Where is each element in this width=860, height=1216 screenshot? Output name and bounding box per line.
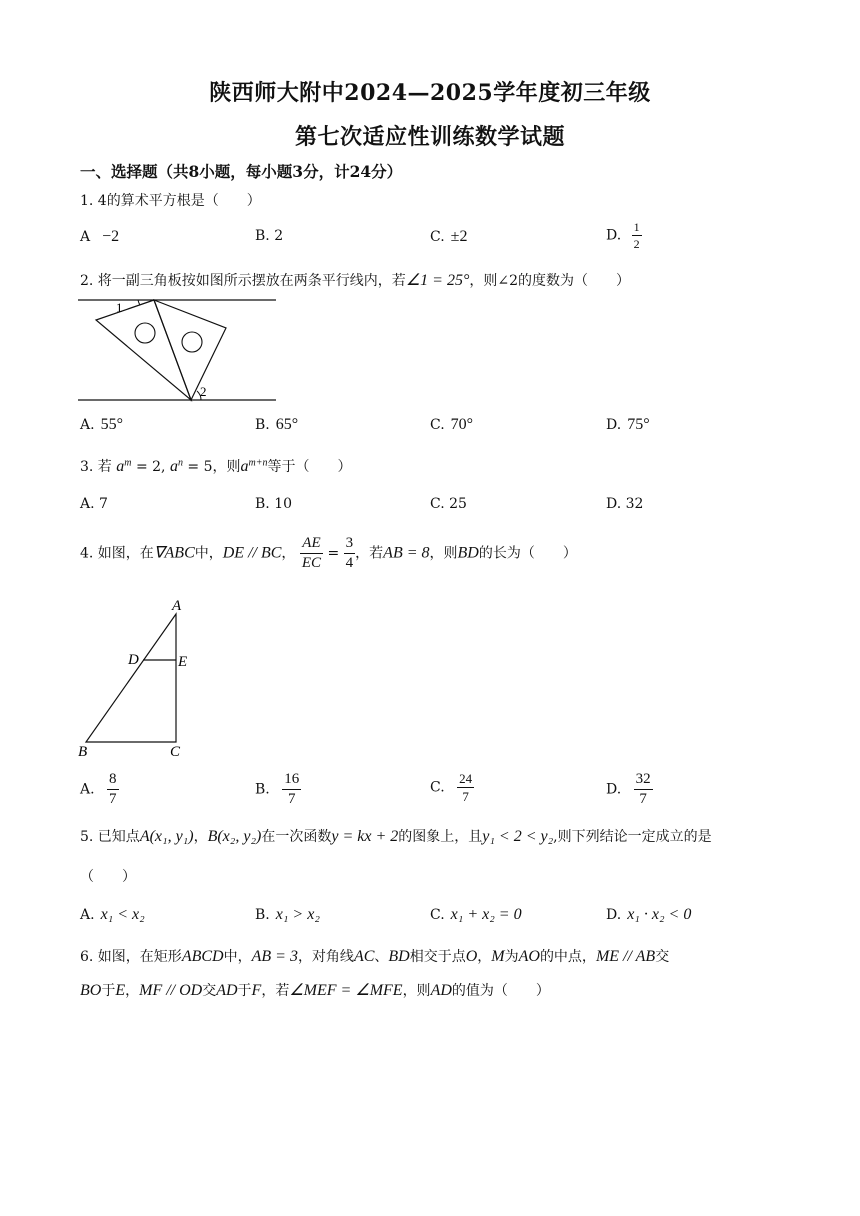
question-5-paren: （ ） <box>80 869 136 885</box>
section-heading: 一、选择题（共8小题，每小题3分，计24分） <box>80 162 403 181</box>
question-2-stem: 2. 将一副三角板按如图所示摆放在两条平行线内，若∠1 = 25°，则∠2的度数为（ ） <box>80 272 630 289</box>
label-b: B <box>78 744 88 760</box>
angle-label-2: 2 <box>200 384 207 399</box>
question-4-stem: 4. 如图，在∇ABC中，DE // BC， $\frac{AE}{EC}$ = $\frac{3}{4}$ ，若AB = 8，则BD的长为（ ） <box>80 535 577 571</box>
q1-option-d[interactable]: D. $\frac{1}{2}$ <box>606 220 640 251</box>
hole-left <box>135 323 155 343</box>
figure-triangle-rulers <box>78 294 278 406</box>
question-5-stem: 5. 已知点A(x₁, y₁)，B(x₂, y₂)在一次函数y = kx + 2的图象上，且y₁ < 2 < y₂,则下列结论一定成立的是 <box>80 828 712 845</box>
q3-option-a[interactable]: A. 7 <box>80 496 108 512</box>
fraction: $\frac{1}{2}$ <box>633 220 640 251</box>
question-1-stem: 1. 4的算术平方根是（ ） <box>80 193 261 209</box>
q5-option-d[interactable]: D. x₁ · x₂ < 0 <box>606 906 692 923</box>
q5-option-b[interactable]: B. x₁ > x₂ <box>255 906 320 923</box>
triangle-abc <box>86 614 176 742</box>
label-c: C <box>170 744 181 760</box>
q5-option-a[interactable]: A. x₁ < x₂ <box>80 906 145 923</box>
q3-option-d[interactable]: D. 32 <box>606 496 644 512</box>
set-square-left <box>96 300 191 400</box>
q5-option-c[interactable]: C. x₁ + x₂ = 0 <box>430 906 522 923</box>
q1-option-a[interactable]: A −2 <box>80 228 120 245</box>
label-a: A <box>172 598 182 614</box>
q4-option-d[interactable]: D. $\frac{32}{7}$ <box>606 771 651 807</box>
label-d: D <box>128 652 139 668</box>
q2-option-a[interactable]: A. 55° <box>80 416 123 433</box>
q4-option-b[interactable]: B. $\frac{16}{7}$ <box>255 771 300 807</box>
q1-option-c[interactable]: C. ±2 <box>430 228 468 245</box>
q4-option-c[interactable]: C. $\frac{24}{7}$ <box>430 771 473 804</box>
figure-triangle-abc <box>72 594 202 760</box>
angle-label-1: 1 <box>116 300 123 315</box>
q3-option-c[interactable]: C. 25 <box>430 496 467 512</box>
title-line-2: 第七次适应性训练数学试题 <box>294 124 565 150</box>
q4-option-a[interactable]: A. $\frac{8}{7}$ <box>80 771 117 807</box>
q2-option-b[interactable]: B. 65° <box>255 416 299 433</box>
question-6-line-2: BO于E，MF // OD交AD于F，若∠MEF = ∠MFE，则AD的值为（ ） <box>80 982 550 999</box>
q1-option-b[interactable]: B. 2 <box>255 228 284 244</box>
label-e: E <box>178 654 188 670</box>
question-3-stem: 3. 若 $a^m = 2$, $a^n = 5$，则$a^{m+n}$等于（ ） <box>80 457 352 475</box>
question-6-line-1: 6. 如图，在矩形ABCD中，AB = 3，对角线AC、BD相交于点O，M为AO的中点，ME // AB交 <box>80 948 670 965</box>
title-line-1: 陕西师大附中2024—2025学年度初三年级 <box>209 80 651 106</box>
hole-right <box>182 332 202 352</box>
q2-option-c[interactable]: C. 70° <box>430 416 474 433</box>
set-square-right <box>154 300 226 400</box>
q3-option-b[interactable]: B. 10 <box>255 496 293 512</box>
angle-arc-1 <box>138 300 140 305</box>
q2-option-d[interactable]: D. 75° <box>606 416 650 433</box>
